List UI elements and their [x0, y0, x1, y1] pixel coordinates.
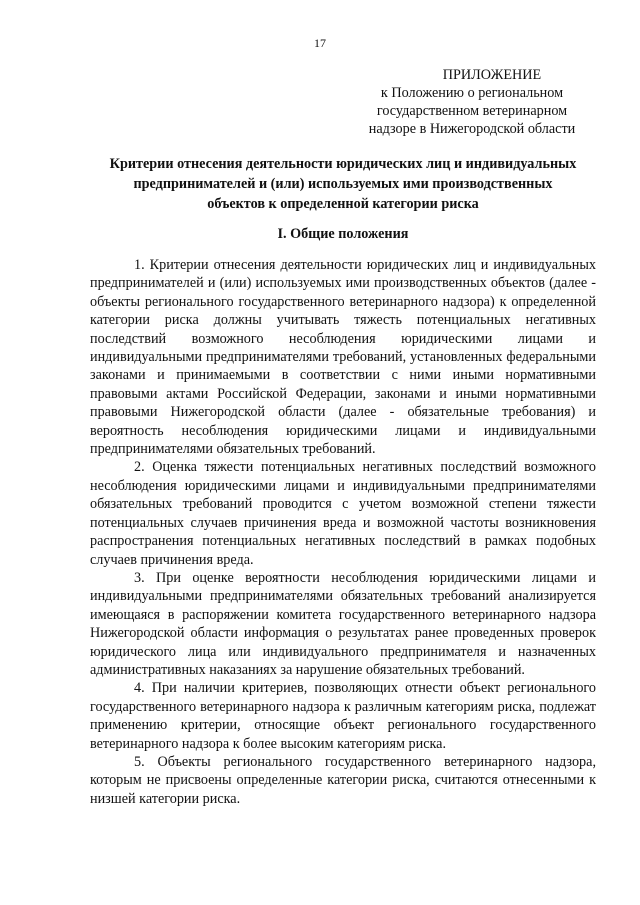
document-title-line-1: Критерии отнесения деятельности юридических лиц и индивидуальных	[109, 156, 577, 172]
appendix-block	[352, 66, 592, 138]
document-body	[90, 256, 596, 808]
appendix-line-2: государственном ветеринарном	[376, 103, 568, 119]
appendix-title: ПРИЛОЖЕНИЕ	[442, 67, 542, 83]
paragraph-5: 5. Объекты регионального государственного ветеринарного надзора, которым не присвоены определенные категории риска, считаются отнесенными к низшей категории риска.	[90, 753, 596, 807]
appendix-line-3: надзоре в Нижегородской области	[368, 121, 576, 137]
document-title-line-2: предпринимателей и (или) используемых ими производственных	[133, 176, 553, 192]
appendix-line-1: к Положению о региональном	[380, 85, 564, 101]
paragraph-1: 1. Критерии отнесения деятельности юридических лиц и индивидуальных предпринимателей и (или) используемых ими производственных объектов (далее - объекты регионального государственного ветеринарного надзора) к определенной категории риска должны учитывать тяжесть потенциальных негативных последствий возможного несоблюдения юридическими лицами и индивидуальными предпринимателями требований, установленных федеральными законами и принимаемыми в соответствии с ними иными нормативными правовыми актами Российской Федерации, законами и иными нормативными правовыми Нижегородской области (далее - обязательные требования) и вероятность несоблюдения юридическими лицами и индивидуальными предпринимателями обязательных требований.	[90, 257, 596, 458]
section-heading: I. Общие положения	[277, 226, 409, 242]
document-title	[88, 154, 598, 214]
paragraph-4: 4. При наличии критериев, позволяющих отнести объект регионального государственного ветеринарного надзора к различным категориям риска, подлежат применению критерии, относящие объект регионального государственного ветеринарного надзора к более высоким категориям риска.	[90, 680, 596, 752]
page-number: 17	[314, 36, 326, 50]
paragraph-3: 3. При оценке вероятности несоблюдения юридическими лицами и индивидуальными предпринимателями обязательных требований анализируется имеющаяся в распоряжении комитета государственного ветеринарного надзора Нижегородской области информация о результатах ранее проведенных проверок юридического лица или индивидуального предпринимателя и назначенных административных наказаниях за нарушение обязательных требований.	[90, 569, 596, 678]
paragraph-2: 2. Оценка тяжести потенциальных негативных последствий возможного несоблюдения юридическими лицами и индивидуальными предпринимателями обязательных требований проводится с учетом возможной степени тяжести потенциальных случаев причинения вреда и возможной частоты возникновения распространения потенциальных негативных последствий в рамках подобных случаев причинения вреда.	[90, 459, 596, 568]
document-title-line-3: объектов к определенной категории риска	[207, 196, 479, 212]
